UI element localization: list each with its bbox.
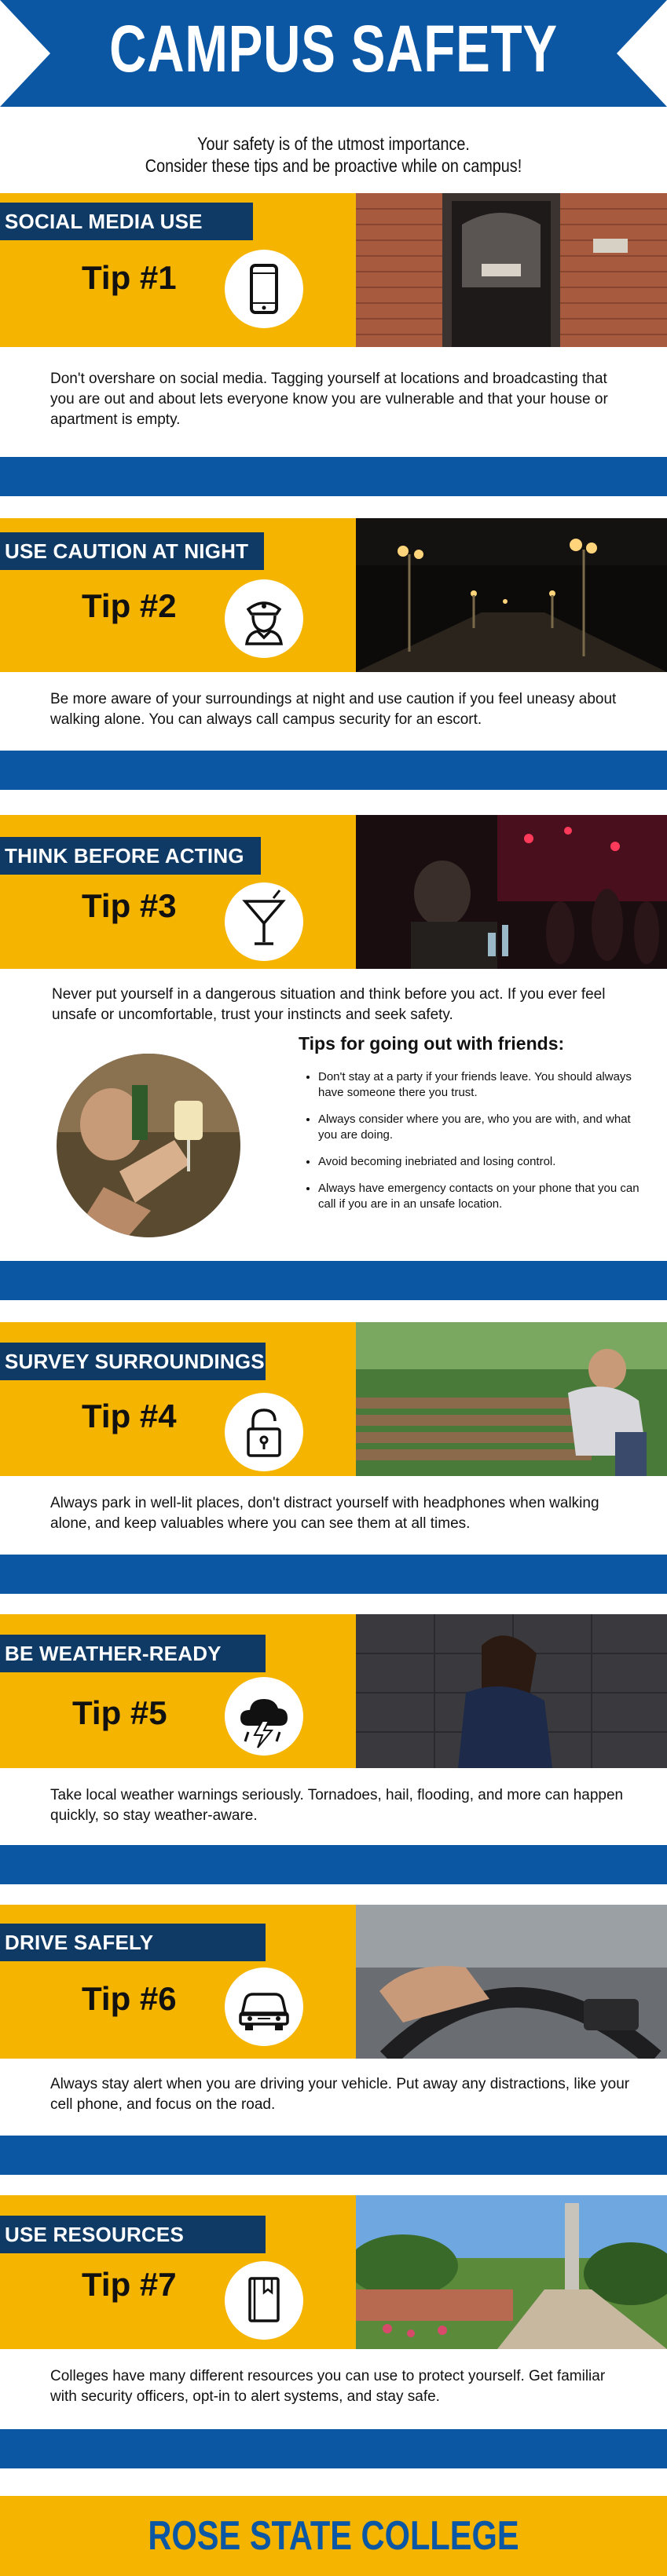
tip-7-number: Tip #7 [82, 2266, 177, 2303]
tip-6-text: Always stay alert when you are driving your vehicle. Put away any distractions, like your cell phone, and focus on the road. [50, 2076, 630, 2113]
storm-cloud-icon [225, 1677, 303, 1756]
divider-bar-2 [0, 751, 667, 790]
tip-1-text: Don't overshare on social media. Tagging yourself at locations and broadcasting that you are out and about lets everyone know you are vulnerable and that your house or apartment is empty. [50, 371, 608, 428]
tip-1-number: Tip #1 [82, 259, 177, 296]
tip-7-label: USE RESOURCES [0, 2216, 266, 2253]
tip-7-photo [356, 2195, 667, 2349]
subtitle-line-2: Consider these tips and be proactive while on campus! [145, 155, 522, 176]
tip-3-number: Tip #3 [82, 887, 177, 924]
friends-tips-title: Tips for going out with friends: [299, 1033, 565, 1054]
college-name: ROSE STATE COLLEGE [148, 2513, 519, 2559]
tip-2-text: Be more aware of your surroundings at night and use caution if you feel uneasy about walking alone. You can always call campus security for an escort. [50, 691, 617, 728]
divider-bar-1 [0, 457, 667, 496]
tip-3-friends-photo [57, 1054, 240, 1237]
tip-7-text: Colleges have many different resources you can use to protect yourself. Get familiar with security officers, opt-in to alert systems, and stay safe. [50, 2368, 606, 2405]
car-icon [225, 1968, 303, 2046]
smartphone-icon [225, 250, 303, 328]
subtitle-line-1: Your safety is of the utmost importance. [197, 133, 470, 154]
tip-5-label: BE WEATHER-READY [0, 1635, 266, 1672]
tip-4-text: Always park in well-lit places, don't distract yourself with headphones when walking alone, and keep valuables where you can see them at all times. [50, 1495, 599, 1532]
divider-bar-6 [0, 2136, 667, 2175]
tip-6-number: Tip #6 [82, 1980, 177, 2017]
tip-5-photo [356, 1614, 667, 1768]
tip-4-number: Tip #4 [82, 1398, 177, 1434]
divider-bar-5 [0, 1845, 667, 1884]
tip-6-label: DRIVE SAFELY [0, 1924, 266, 1961]
friends-tips-list [302, 1069, 648, 1223]
tip-1-label: SOCIAL MEDIA USE [0, 203, 253, 240]
cocktail-glass-icon [225, 882, 303, 961]
tip-6-photo [356, 1905, 667, 2059]
tip-3-photo [356, 815, 667, 969]
tip-1-photo [356, 193, 667, 347]
divider-bar-7 [0, 2429, 667, 2468]
book-icon [225, 2261, 303, 2340]
friends-tip-item: • Always have emergency contacts on your phone that you can call if you are in an unsafe location. [318, 1181, 648, 1212]
tip-3-text: Never put yourself in a dangerous situation and think before you act. If you ever feel unsafe or uncomfortable, trust your instincts and seek safety. [52, 986, 606, 1023]
tip-3-label: THINK BEFORE ACTING [0, 837, 261, 875]
tip-2-label: USE CAUTION AT NIGHT [0, 532, 264, 570]
tip-4-label: SURVEY SURROUNDINGS [0, 1343, 266, 1380]
tip-5-number: Tip #5 [72, 1694, 167, 1731]
friends-tip-item: • Always consider where you are, who you are with, and what you are doing. [318, 1112, 648, 1143]
divider-bar-3 [0, 1261, 667, 1300]
divider-bar-4 [0, 1555, 667, 1594]
tip-2-number: Tip #2 [82, 587, 177, 624]
tip-5-text: Take local weather warnings seriously. Tornadoes, hail, flooding, and more can happen quickly, so stay weather-aware. [50, 1787, 624, 1824]
friends-tip-item: • Don't stay at a party if your friends leave. You should always have someone there you trust. [318, 1069, 648, 1101]
header [0, 0, 667, 138]
tip-2-photo [356, 518, 667, 672]
tip-4-photo [356, 1322, 667, 1476]
friends-tip-item: • Avoid becoming inebriated and losing control. [318, 1154, 648, 1170]
security-officer-icon [225, 579, 303, 658]
padlock-icon [225, 1393, 303, 1471]
page-title: CAMPUS SAFETY [109, 12, 558, 86]
